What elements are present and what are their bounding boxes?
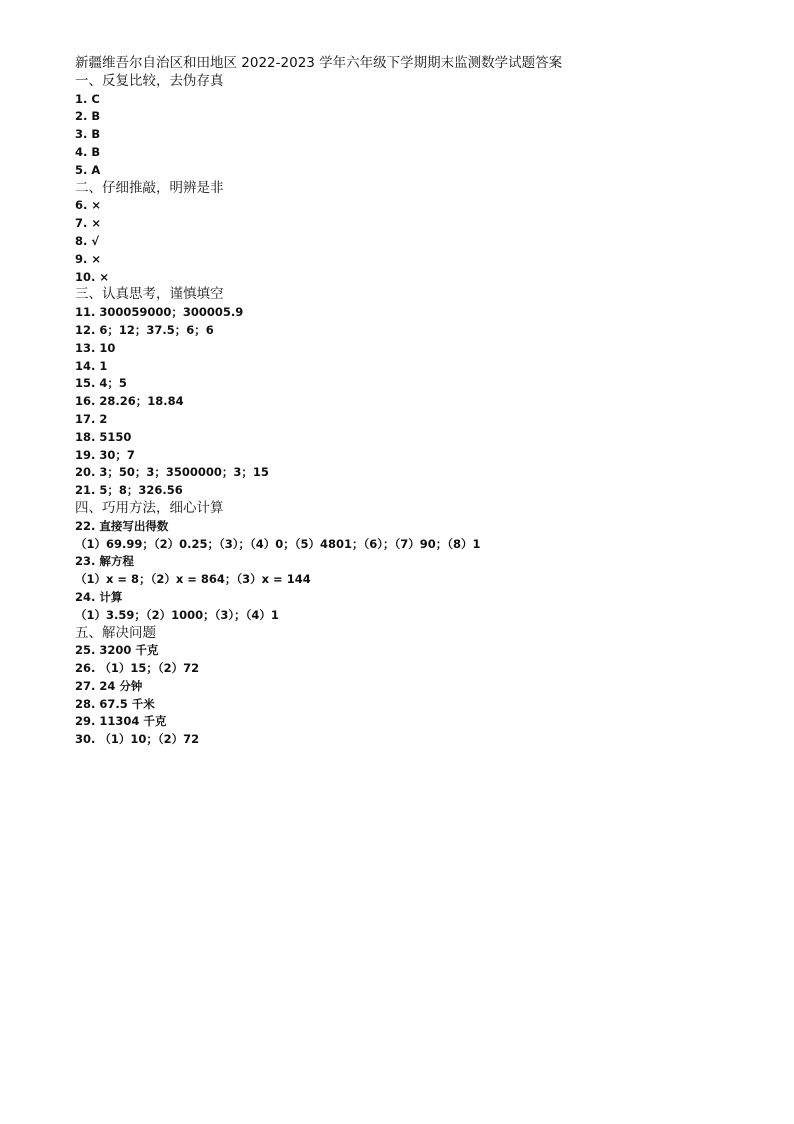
answer-item: 13. 10 (75, 340, 116, 355)
answer-item: 17. 2 (75, 411, 108, 426)
section-heading: 四、巧用方法，细心计算 (75, 499, 224, 516)
section-heading: 二、仔细推敲，明辨是非 (75, 179, 224, 196)
answer-item: 30. （1）10；（2）72 (75, 732, 200, 747)
answer-item: 27. 24 分钟 (75, 678, 143, 693)
answer-item: 20. 3；50；3；3500000；3；15 (75, 465, 269, 480)
answer-document (75, 55, 765, 749)
answer-item: 16. 28.26；18.84 (75, 394, 184, 409)
answer-detail: （1）x = 8；（2）x = 864；（3）x = 144 (75, 572, 311, 587)
answer-item: 26. （1）15；（2）72 (75, 661, 200, 676)
answer-item: 15. 4；5 (75, 376, 127, 391)
answer-item: 5. A (75, 162, 101, 177)
section-heading: 五、解决问题 (75, 624, 156, 641)
answer-detail: （1）3.59；（2）1000；（3）；（4）1 (75, 607, 279, 622)
answer-item: 10. × (75, 269, 110, 284)
answer-item: 4. B (75, 144, 101, 159)
answer-detail: （1）69.99；（2）0.25；（3）；（4）0；（5）4801；（6）；（7）90；（8）1 (75, 536, 481, 551)
answer-item: 21. 5；8；326.56 (75, 483, 183, 498)
answer-item: 28. 67.5 千米 (75, 696, 155, 711)
document-title: 新疆维吾尔自治区和田地区 2022-2023 学年六年级下学期期末监测数学试题答案 (75, 55, 563, 71)
answer-item: 2. B (75, 109, 101, 124)
answer-item: 18. 5150 (75, 429, 132, 444)
answer-item: 3. B (75, 127, 101, 142)
section-heading: 三、认真思考，谨慎填空 (75, 286, 224, 303)
answer-item: 25. 3200 千克 (75, 643, 159, 658)
answer-item: 24. 计算 (75, 589, 123, 604)
answer-item: 29. 11304 千克 (75, 714, 167, 729)
answer-item: 6. × (75, 198, 102, 213)
answer-item: 12. 6；12；37.5；6；6 (75, 322, 214, 337)
answer-item: 22. 直接写出得数 (75, 518, 169, 533)
answer-list (75, 73, 765, 749)
answer-item: 8. √ (75, 233, 100, 248)
answer-item: 1. C (75, 91, 100, 106)
section-heading: 一、反复比较，去伪存真 (75, 72, 224, 89)
answer-item: 7. × (75, 216, 102, 231)
answer-item: 14. 1 (75, 358, 108, 373)
answer-item: 19. 30；7 (75, 447, 135, 462)
answer-item: 9. × (75, 251, 102, 266)
answer-item: 11. 300059000；300005.9 (75, 305, 244, 320)
answer-item: 23. 解方程 (75, 554, 134, 569)
